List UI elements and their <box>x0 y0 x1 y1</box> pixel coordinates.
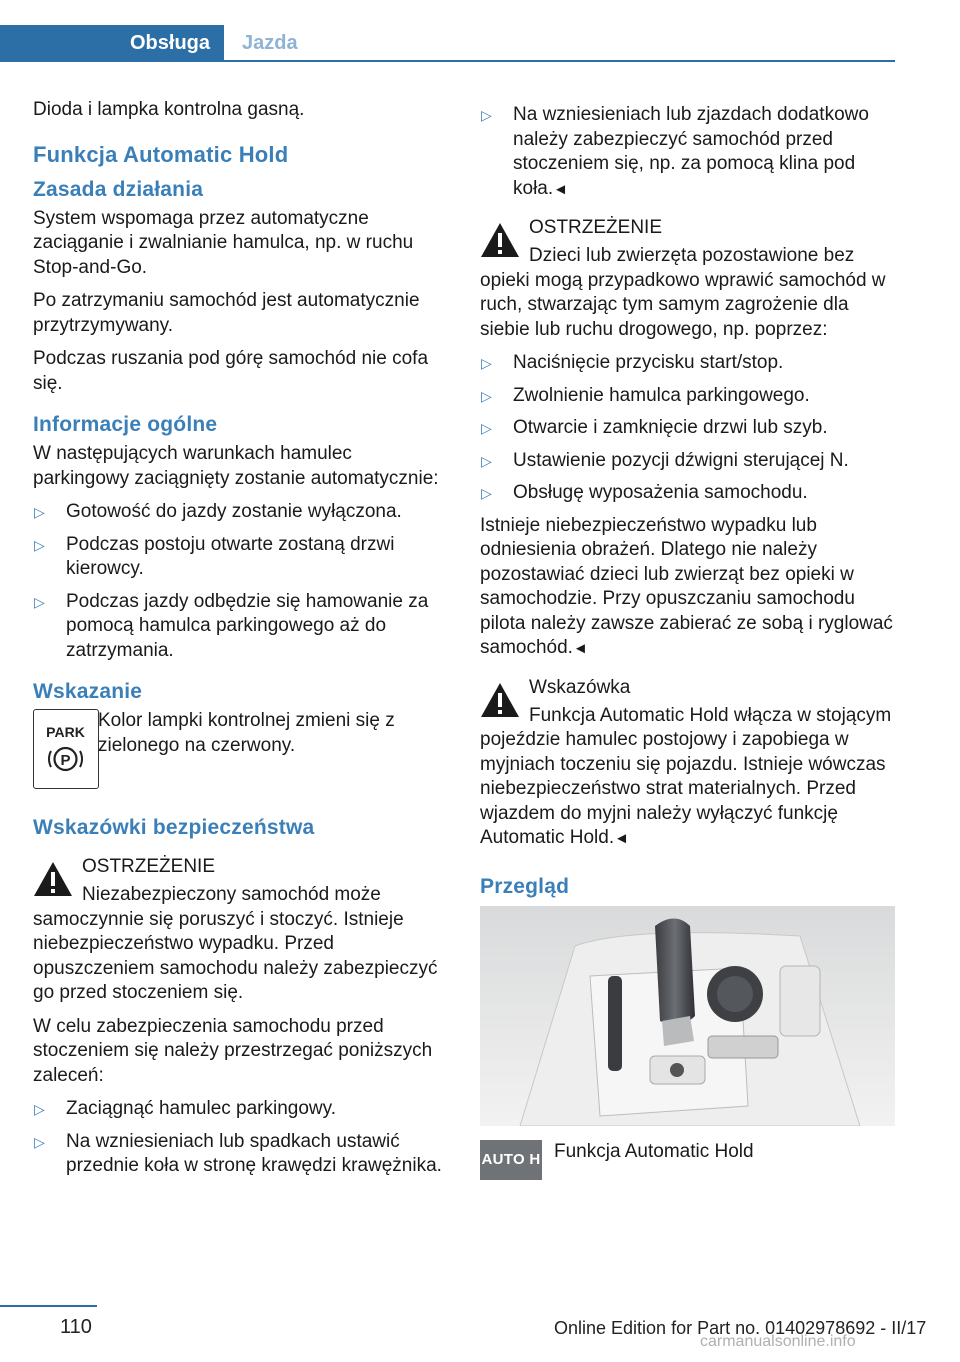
left-column <box>33 98 448 1187</box>
heading-automatic-hold: Funkcja Automatic Hold <box>33 141 289 167</box>
triangle-bullet-icon: ▷ <box>34 1101 45 1117</box>
heading-safety: Wskazówki bezpieczeństwa <box>33 816 315 839</box>
center-console-photo <box>480 906 895 1126</box>
risk-actions-list <box>480 351 895 506</box>
list-item: ▷ Podczas postoju otwarte zostaną drzwi kierowcy. <box>34 533 395 579</box>
warning-triangle-icon <box>480 222 520 258</box>
edition-text: Online Edition for Part no. 01402978692 - II/17 <box>554 1318 927 1338</box>
display-text: Kolor lampki kontrolnej zmieni się z zielonego na czerwony. <box>98 710 395 756</box>
paragraph: System wspomaga przez automatyczne zaciąganie i zwalnianie hamulca, np. w ruchu Stop-and-Go. <box>33 207 414 278</box>
right-column <box>480 103 895 1200</box>
end-mark-icon: ◄ <box>614 830 629 847</box>
triangle-bullet-icon: ▷ <box>481 420 492 436</box>
heading-general-info: Informacje ogólne <box>33 413 218 436</box>
warning-text: Dzieci lub zwierzęta pozostawione bez opieki mogą przypadkowo wprawić samochód w ruch, stwarzając tym samym zagrożenie dla siebie lub ruchu drogowego, np. poprzez: <box>480 245 886 340</box>
list-item: ▷ Zaciągnąć hamulec parkingowy. <box>33 1097 448 1122</box>
triangle-bullet-icon: ▷ <box>34 593 45 610</box>
tab-obsluga[interactable]: Obsługa <box>0 25 224 61</box>
auto-hold-caption: Funkcja Automatic Hold <box>554 1140 754 1162</box>
heading-overview: Przegląd <box>480 874 570 898</box>
footer-rule <box>0 1305 97 1307</box>
list-item: ▷ Naciśnięcie przycisku start/stop. <box>480 351 895 376</box>
list-item: ▷ Ustawienie pozycji dźwigni sterującej N. <box>480 449 895 474</box>
paragraph: W następujących warunkach hamulec parkingowy zaciągnięty zostanie automatycznie: <box>33 443 439 489</box>
conditions-list <box>33 500 448 663</box>
list-item: ▷ Obsługę wyposażenia samochodu. <box>480 481 895 506</box>
section-tabs <box>0 25 895 61</box>
triangle-bullet-icon: ▷ <box>481 355 492 371</box>
warning-triangle-icon <box>480 682 520 718</box>
tab-divider <box>0 60 895 62</box>
warning-block <box>480 216 895 268</box>
list-item: ▷ Gotowość do jazdy zostanie wyłączona. <box>33 500 448 525</box>
triangle-bullet-icon: ▷ <box>481 485 492 501</box>
list-item: ▷ Na wzniesieniach lub zjazdach dodatkowo należy zabezpieczyć samochód przed stoczeniem się, np. za pomocą klina pod koła.◄ <box>481 104 869 199</box>
park-brake-indicator-icon <box>33 709 99 789</box>
paragraph: Podczas ruszania pod górę samochód nie cofa się. <box>33 348 429 394</box>
watermark-text: carmanualsonline.info <box>700 1333 856 1350</box>
end-mark-icon: ◄ <box>553 180 568 198</box>
auto-hold-button-icon: AUTO H <box>480 1140 542 1180</box>
note-block <box>480 676 895 728</box>
tab-jazda[interactable]: Jazda <box>242 32 298 54</box>
warning-block <box>33 855 448 907</box>
auto-hold-block <box>480 1140 895 1200</box>
triangle-bullet-icon: ▷ <box>481 387 492 404</box>
triangle-bullet-icon: ▷ <box>34 536 45 553</box>
triangle-bullet-icon: ▷ <box>34 1133 45 1150</box>
list-item: ▷ Zwolnienie hamulca parkingowego. <box>480 384 895 409</box>
intro-text: Dioda i lampka kontrolna gasną. <box>33 99 305 120</box>
heading-principle: Zasada działania <box>33 177 204 201</box>
safety-list-continued <box>480 103 895 202</box>
end-mark-icon: ◄ <box>572 640 588 657</box>
paragraph: W celu zabezpieczenia samochodu przed stoczeniem się należy przestrzegać poniższych zaleceń: <box>33 1015 433 1086</box>
safety-list <box>33 1097 448 1179</box>
warning-text: Niezabezpieczony samochód może samoczynnie się poruszyć i stoczyć. Istnieje niebezpieczeństwo wypadku. Przed opuszczeniem samochodu należy zabezpieczyć go przed stoczeniem się. <box>33 884 438 1003</box>
list-item: ▷ Na wzniesieniach lub spadkach ustawić przednie koła w stronę krawędzi krawężnika. <box>34 1130 442 1176</box>
park-icon-label: PARK <box>46 724 85 740</box>
svg-text:P: P <box>60 752 71 769</box>
triangle-bullet-icon: ▷ <box>481 107 492 123</box>
note-title: Wskazówka <box>529 676 631 698</box>
triangle-bullet-icon: ▷ <box>481 452 492 469</box>
page-number: 110 <box>60 1316 92 1338</box>
list-item: ▷ Podczas jazdy odbędzie się hamowanie za pomocą hamulca parkingowego aż do zatrzymania. <box>34 590 429 661</box>
list-item: ▷ Otwarcie i zamknięcie drzwi lub szyb. <box>480 416 895 441</box>
risk-paragraph: Istnieje niebezpieczeństwo wypadku lub odniesienia obrażeń. Dlatego nie należy pozostawiać dzieci lub zwierząt bez opieki w samochodzie. Przy opuszczaniu samochodu pilota należy zawsze zabierać ze sobą i ryglować samochód.◄ <box>480 514 893 658</box>
heading-display: Wskazanie <box>33 680 143 703</box>
warning-title: OSTRZEŻENIE <box>529 217 663 238</box>
note-text: Funkcja Automatic Hold włącza w stojącym pojeździe hamulec postojowy i zapobiega w myjniach toczeniu się pojazdu. Istnieje wówczas niebezpieczeństwo strat materialnych. Przed wjazdem do myjni należy wyłączyć funkcję Automatic Hold.◄ <box>480 704 892 848</box>
triangle-bullet-icon: ▷ <box>34 504 45 520</box>
park-indicator-block <box>33 709 448 799</box>
warning-title: OSTRZEŻENIE <box>82 856 216 877</box>
paragraph: Po zatrzymaniu samochód jest automatycznie przytrzymywany. <box>33 290 420 336</box>
warning-triangle-icon <box>33 861 73 897</box>
